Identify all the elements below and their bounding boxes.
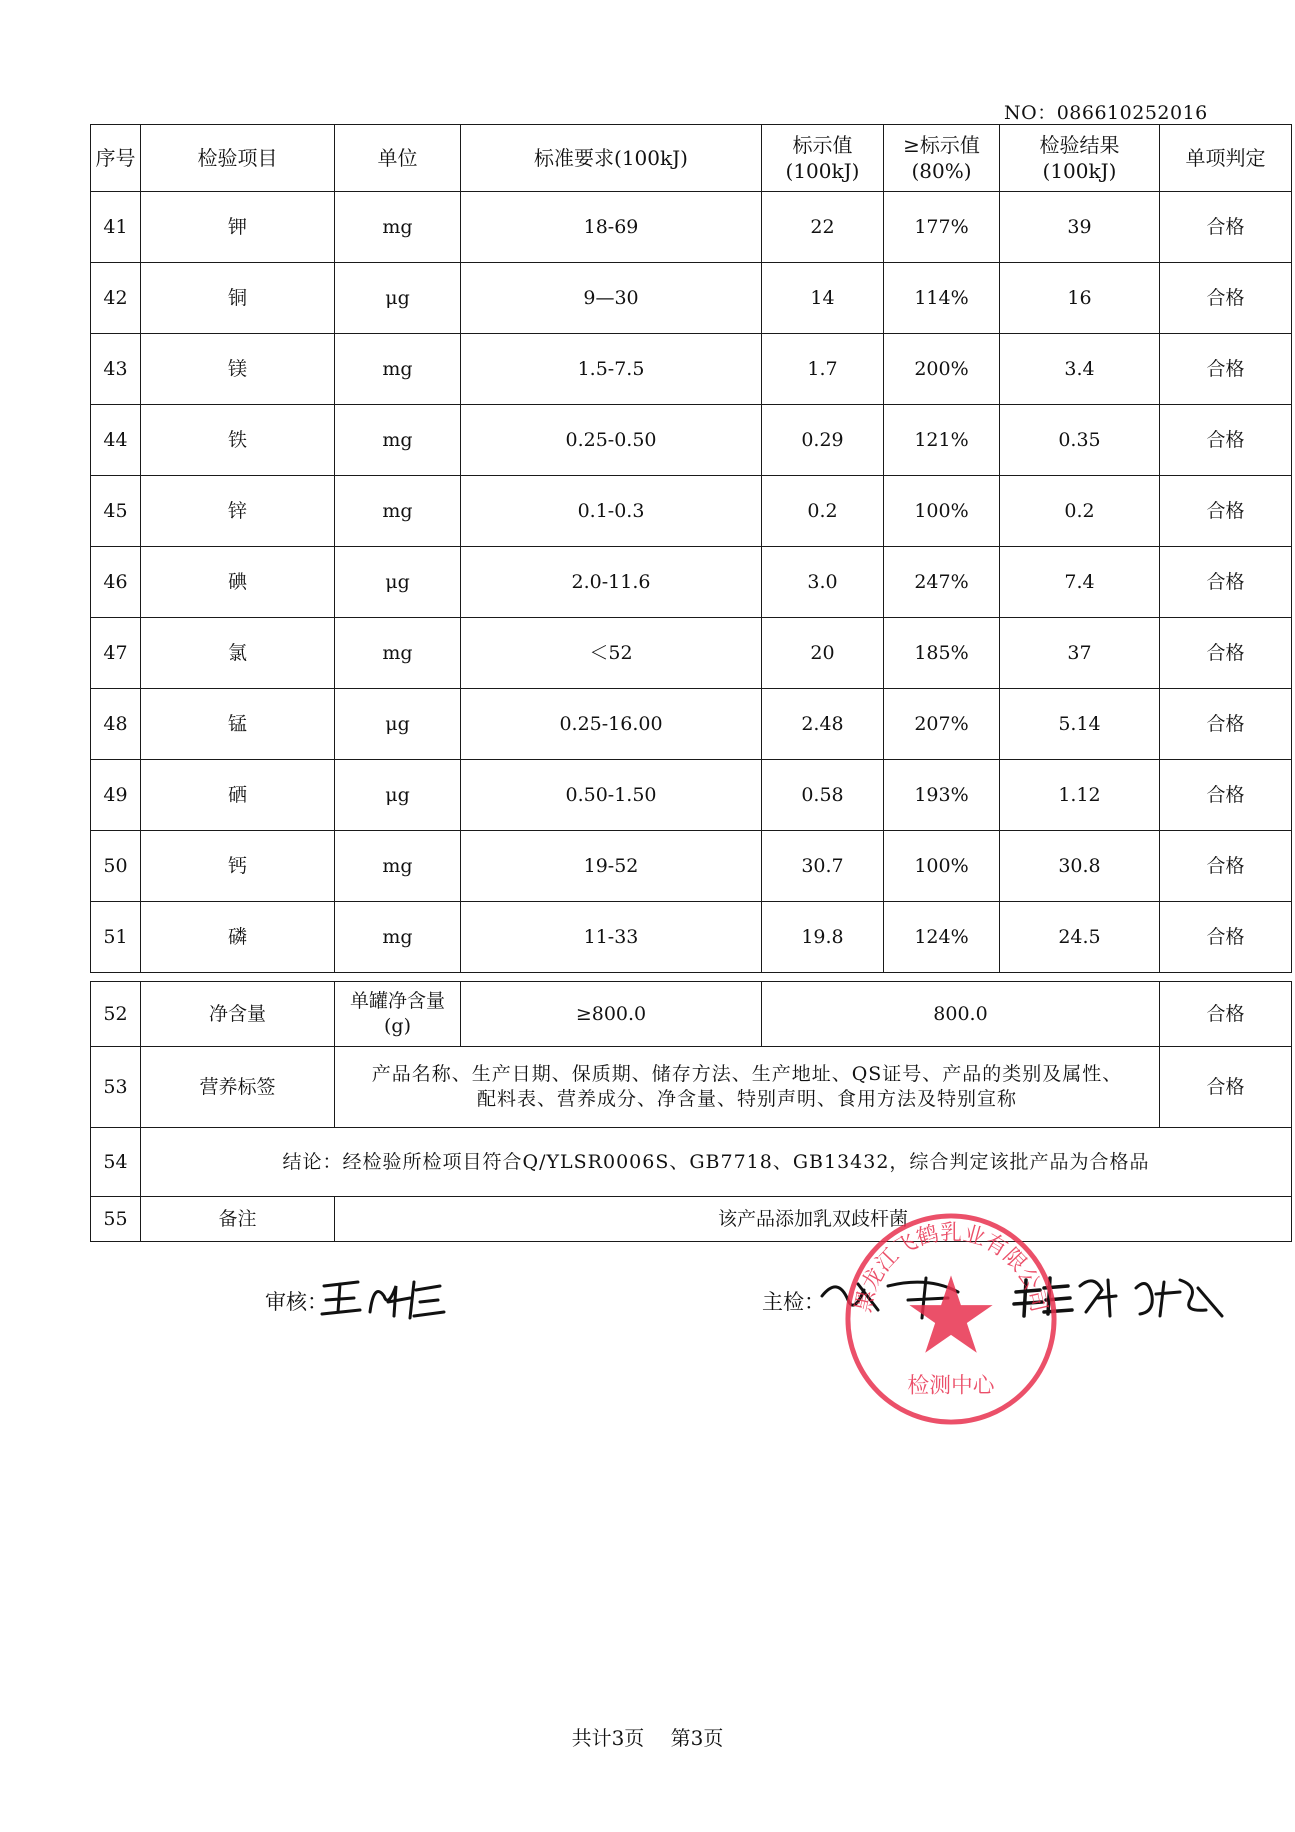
row-judgement: 合格 bbox=[1160, 831, 1292, 902]
row-item: 铜 bbox=[141, 263, 335, 334]
header-label-value: 标示值 (100kJ) bbox=[762, 125, 884, 192]
row-unit: mg bbox=[335, 831, 461, 902]
conclusion-text: 结论：经检验所检项目符合Q/YLSR0006S、GB7718、GB13432，综合判定该批产品为合格品 bbox=[141, 1128, 1292, 1197]
row-seq: 47 bbox=[91, 618, 141, 689]
reviewer-label: 审核： bbox=[265, 1290, 328, 1314]
row-label-value: 0.2 bbox=[762, 476, 884, 547]
document-number: NO：086610252016 bbox=[1004, 102, 1208, 124]
row-label-value: 0.58 bbox=[762, 760, 884, 831]
row-pct: 100% bbox=[884, 476, 1000, 547]
net-judgement: 合格 bbox=[1160, 982, 1292, 1047]
row-seq: 41 bbox=[91, 192, 141, 263]
inspection-table bbox=[90, 124, 1292, 1242]
net-seq: 52 bbox=[91, 982, 141, 1047]
row-result: 30.8 bbox=[1000, 831, 1160, 902]
row-seq: 49 bbox=[91, 760, 141, 831]
row-standard: 0.1-0.3 bbox=[461, 476, 762, 547]
row-standard: 0.25-16.00 bbox=[461, 689, 762, 760]
nutrition-label-row bbox=[91, 1047, 1292, 1128]
row-label-value: 14 bbox=[762, 263, 884, 334]
row-label-value: 30.7 bbox=[762, 831, 884, 902]
header-result: 检验结果 (100kJ) bbox=[1000, 125, 1160, 192]
row-label-value: 19.8 bbox=[762, 902, 884, 973]
row-item: 碘 bbox=[141, 547, 335, 618]
row-standard: 19-52 bbox=[461, 831, 762, 902]
row-seq: 48 bbox=[91, 689, 141, 760]
header-item: 检验项目 bbox=[141, 125, 335, 192]
row-pct: 185% bbox=[884, 618, 1000, 689]
row-item: 镁 bbox=[141, 334, 335, 405]
table-row bbox=[91, 476, 1292, 547]
row-standard: 2.0-11.6 bbox=[461, 547, 762, 618]
inspector-label: 主检： bbox=[762, 1290, 825, 1314]
row-standard: 1.5-7.5 bbox=[461, 334, 762, 405]
star-icon bbox=[909, 1275, 992, 1352]
row-unit: mg bbox=[335, 902, 461, 973]
row-unit: μg bbox=[335, 263, 461, 334]
row-standard: 11-33 bbox=[461, 902, 762, 973]
header-judgement: 单项判定 bbox=[1160, 125, 1292, 192]
row-result: 5.14 bbox=[1000, 689, 1160, 760]
row-item: 锌 bbox=[141, 476, 335, 547]
remark-item: 备注 bbox=[141, 1197, 335, 1242]
conclusion-seq: 54 bbox=[91, 1128, 141, 1197]
row-pct: 114% bbox=[884, 263, 1000, 334]
row-label-value: 2.48 bbox=[762, 689, 884, 760]
row-label-value: 3.0 bbox=[762, 547, 884, 618]
row-judgement: 合格 bbox=[1160, 263, 1292, 334]
row-label-value: 0.29 bbox=[762, 405, 884, 476]
table-row bbox=[91, 831, 1292, 902]
row-result: 0.35 bbox=[1000, 405, 1160, 476]
table-header bbox=[91, 125, 1292, 192]
page-footer bbox=[0, 1722, 1295, 1751]
row-item: 硒 bbox=[141, 760, 335, 831]
row-seq: 45 bbox=[91, 476, 141, 547]
row-judgement: 合格 bbox=[1160, 618, 1292, 689]
row-item: 铁 bbox=[141, 405, 335, 476]
row-item: 磷 bbox=[141, 902, 335, 973]
row-seq: 51 bbox=[91, 902, 141, 973]
net-item: 净含量 bbox=[141, 982, 335, 1047]
table-row bbox=[91, 689, 1292, 760]
inspection-seal bbox=[842, 1210, 1060, 1428]
row-unit: μg bbox=[335, 547, 461, 618]
row-unit: mg bbox=[335, 192, 461, 263]
label-content: 产品名称、生产日期、保质期、储存方法、生产地址、QS证号、产品的类别及属性、 配料表、营养成分、净含量、特别声明、食用方法及特别宣称 bbox=[335, 1047, 1160, 1128]
row-seq: 43 bbox=[91, 334, 141, 405]
row-label-value: 1.7 bbox=[762, 334, 884, 405]
row-unit: mg bbox=[335, 476, 461, 547]
row-result: 37 bbox=[1000, 618, 1160, 689]
row-item: 钾 bbox=[141, 192, 335, 263]
row-pct: 247% bbox=[884, 547, 1000, 618]
separator-cell bbox=[91, 973, 1292, 982]
net-content-row bbox=[91, 982, 1292, 1047]
row-judgement: 合格 bbox=[1160, 689, 1292, 760]
row-item: 锰 bbox=[141, 689, 335, 760]
remark-seq: 55 bbox=[91, 1197, 141, 1242]
row-unit: μg bbox=[335, 689, 461, 760]
table-row bbox=[91, 334, 1292, 405]
reviewer-signature bbox=[318, 1272, 448, 1322]
row-standard: 0.25-0.50 bbox=[461, 405, 762, 476]
row-pct: 207% bbox=[884, 689, 1000, 760]
seal-bottom-text: 检测中心 bbox=[907, 1373, 995, 1399]
row-result: 0.2 bbox=[1000, 476, 1160, 547]
row-standard: 0.50-1.50 bbox=[461, 760, 762, 831]
row-pct: 200% bbox=[884, 334, 1000, 405]
footer-page-number: 第3页 bbox=[670, 1726, 724, 1750]
table-row bbox=[91, 547, 1292, 618]
header-unit: 单位 bbox=[335, 125, 461, 192]
row-judgement: 合格 bbox=[1160, 334, 1292, 405]
net-unit: 单罐净含量 (g) bbox=[335, 982, 461, 1047]
row-pct: 100% bbox=[884, 831, 1000, 902]
row-result: 39 bbox=[1000, 192, 1160, 263]
label-item: 营养标签 bbox=[141, 1047, 335, 1128]
row-unit: mg bbox=[335, 334, 461, 405]
row-pct: 124% bbox=[884, 902, 1000, 973]
row-seq: 42 bbox=[91, 263, 141, 334]
header-standard: 标准要求(100kJ) bbox=[461, 125, 762, 192]
remark-row bbox=[91, 1197, 1292, 1242]
row-judgement: 合格 bbox=[1160, 476, 1292, 547]
row-seq: 46 bbox=[91, 547, 141, 618]
label-judgement: 合格 bbox=[1160, 1047, 1292, 1128]
table-row bbox=[91, 902, 1292, 973]
net-standard: ≥800.0 bbox=[461, 982, 762, 1047]
row-result: 24.5 bbox=[1000, 902, 1160, 973]
row-standard: 9—30 bbox=[461, 263, 762, 334]
table-row bbox=[91, 192, 1292, 263]
label-seq: 53 bbox=[91, 1047, 141, 1128]
table-row bbox=[91, 263, 1292, 334]
table-row bbox=[91, 760, 1292, 831]
row-item: 氯 bbox=[141, 618, 335, 689]
row-judgement: 合格 bbox=[1160, 547, 1292, 618]
row-seq: 44 bbox=[91, 405, 141, 476]
row-result: 7.4 bbox=[1000, 547, 1160, 618]
row-unit: mg bbox=[335, 618, 461, 689]
row-pct: 193% bbox=[884, 760, 1000, 831]
row-result: 16 bbox=[1000, 263, 1160, 334]
row-pct: 121% bbox=[884, 405, 1000, 476]
row-label-value: 22 bbox=[762, 192, 884, 263]
header-pct: ≥标示值 (80%) bbox=[884, 125, 1000, 192]
table-row bbox=[91, 618, 1292, 689]
row-judgement: 合格 bbox=[1160, 405, 1292, 476]
conclusion-row bbox=[91, 1128, 1292, 1197]
row-unit: μg bbox=[335, 760, 461, 831]
remark-text: 该产品添加乳双歧杆菌 bbox=[335, 1197, 1292, 1242]
row-result: 1.12 bbox=[1000, 760, 1160, 831]
header-seq: 序号 bbox=[91, 125, 141, 192]
row-standard: 18-69 bbox=[461, 192, 762, 263]
row-unit: mg bbox=[335, 405, 461, 476]
table-row bbox=[91, 405, 1292, 476]
row-label-value: 20 bbox=[762, 618, 884, 689]
row-judgement: 合格 bbox=[1160, 192, 1292, 263]
net-value: 800.0 bbox=[762, 982, 1160, 1047]
row-pct: 177% bbox=[884, 192, 1000, 263]
row-judgement: 合格 bbox=[1160, 760, 1292, 831]
seal-text: 黑龙江飞鹤乳业有限公司 bbox=[850, 1220, 1052, 1315]
row-result: 3.4 bbox=[1000, 334, 1160, 405]
table-separator bbox=[91, 973, 1292, 982]
footer-total-pages: 共计3页 bbox=[571, 1726, 645, 1750]
row-seq: 50 bbox=[91, 831, 141, 902]
row-standard: ＜52 bbox=[461, 618, 762, 689]
row-item: 钙 bbox=[141, 831, 335, 902]
row-judgement: 合格 bbox=[1160, 902, 1292, 973]
